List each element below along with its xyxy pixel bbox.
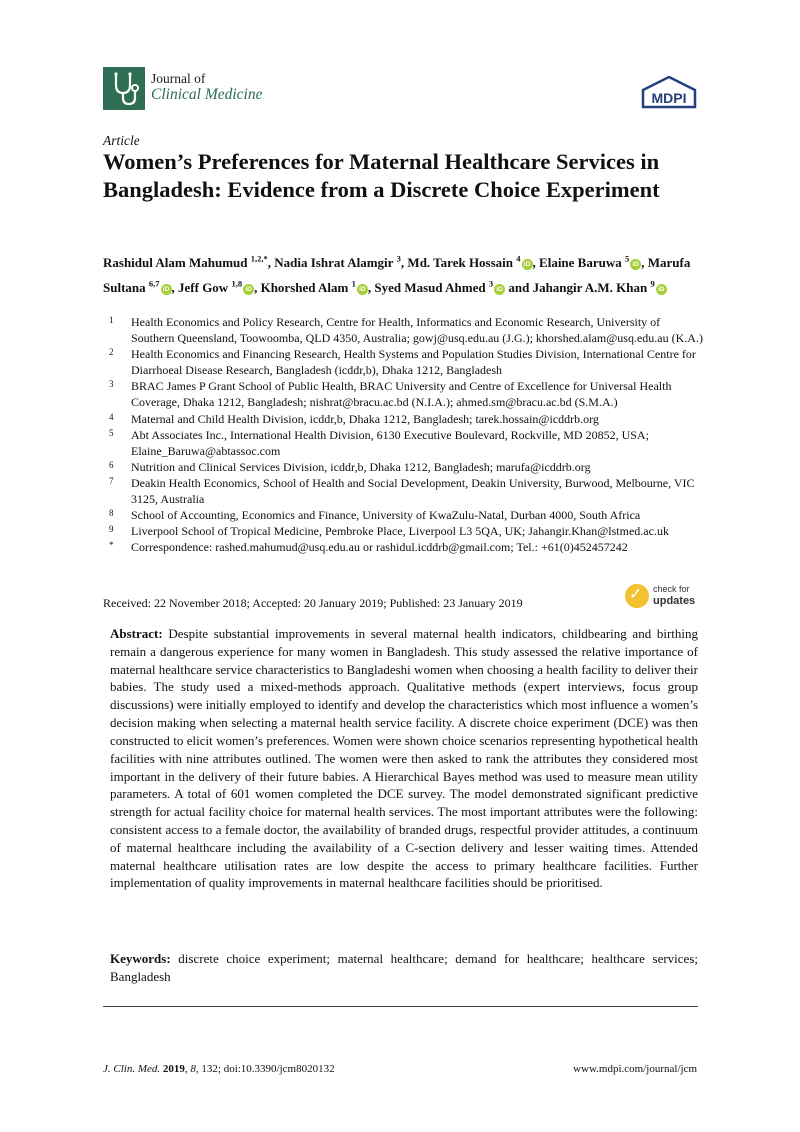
author-affiliation-marker: 3 [396,254,401,264]
author [539,255,648,270]
author-affiliation-marker: 5 [625,254,630,264]
citation-year: 2019 [162,1063,185,1075]
orcid-icon[interactable]: iD [630,259,641,270]
affiliation-text: Liverpool School of Tropical Medicine, Pembroke Place, Liverpool L3 5QA, UK; Jahangir.Khan@lstmed.ac.uk [131,524,669,539]
affiliation-number: 9 [109,524,114,535]
author [374,280,532,295]
affiliation-item [103,378,703,410]
author-separator: and [505,280,533,296]
author-affiliation-marker: 1,2,* [250,254,268,264]
author-name[interactable]: Marufa Sultana [103,255,691,296]
check-for-updates-badge[interactable] [625,583,700,611]
affiliation-text: Abt Associates Inc., International Health Division, 6130 Executive Boulevard, Rockville, MD 20852, USA; Elaine_Baruwa@abtassoc.com [131,427,649,458]
author-separator: , [641,255,648,271]
check-updates-line1: check for [653,584,690,594]
affiliation-number: 2 [109,347,114,358]
affiliation-number: 6 [109,459,114,470]
affiliation-number: 5 [109,427,114,438]
author-affiliation-marker: 4 [516,254,521,264]
affiliation-item [103,411,703,427]
abstract [110,625,698,892]
affiliation-number: 3 [109,379,114,390]
affiliation-item [103,314,703,346]
publication-dates: Received: 22 November 2018; Accepted: 20 January 2019; Published: 23 January 2019 [103,596,523,610]
affiliation-text: Correspondence: rashed.mahumud@usq.edu.au or rashidul.icddrb@gmail.com; Tel.: +61(0)452457242 [131,540,628,555]
author-name[interactable]: Jahangir A.M. Khan [532,280,648,296]
article-type: Article [103,133,140,148]
author-name[interactable]: Md. Tarek Hossain [407,255,514,271]
orcid-icon[interactable]: iD [357,284,368,295]
author-name[interactable]: Nadia Ishrat Alamgir [274,255,394,271]
author-affiliation-marker: 1 [351,278,356,289]
affiliation-text: Deakin Health Economics, School of Health and Social Development, Deakin University, Burwood, Melbourne, VIC 3125, Australia [131,475,695,507]
author-name[interactable]: Syed Masud Ahmed [374,280,486,296]
orcid-icon[interactable]: iD [161,284,172,295]
abstract-text: Despite substantial improvements in several maternal health indicators, childbearing and birthing remain a dangerous experience for many women in Bangladesh. This study assessed the relative importance of maternal healthcare service characteristics to Bangladeshi women when choosing a health facility to deliver their babies. The study used a mixed-methods approach. Qualitative methods (expert interviews, focus group discussions) were initially employed to identify and develop the characteristics which most influence a women’s decision making when selecting a maternal health service facility. A discrete choice experiment (DCE) was then constructed to elicit women’s preferences. Women were shown choice scenarios representing hypothetical health facilities with nine attributes outlined. The women were then asked to rank the attributes they considered most important in the delivery of their future babies. A Hierarchical Bayes method was used to measure mean utility parameters. A total of 601 women completed the DCE survey. The model demonstrated significant predictive strength for actual facility choice for maternal health services. The most important attributes were the following: consistent access to a female doctor, the availability of branded drugs, respectful provider attitudes, a continuum of maternal healthcare including the availability of a C-section delivery and lesser waiting times. Attended maternal healthcare utilisation rates are low despite the access to primary healthcare facilities. Further implementation of quality improvements in maternal healthcare facilities should be prioritised. [110,626,698,891]
affiliation-item [103,427,703,459]
affiliation-text: Health Economics and Policy Research, Centre for Health, Informatics and Economic Research, University of Southern Queensland, Toowoomba, QLD 4350, Australia; gowj@usq.edu.au (J.G.); khorshed.alam@usq.edu.au (K.A.) [131,315,703,346]
affiliation-number: * [109,540,114,551]
author [274,255,407,270]
author-name[interactable]: Jeff Gow [178,280,229,296]
affiliation-text: Health Economics and Financing Research, Health Systems and Population Studies Division, International Centre for Diarrhoeal Disease Research, Bangladesh (icddr,b), Dhaka 1212, Bangladesh [131,347,696,378]
stethoscope-icon [103,67,145,110]
affiliation-text: Nutrition and Clinical Services Division, icddr,b, Dhaka 1212, Bangladesh; marufa@icddrb.org [131,459,591,474]
citation-rest: , 132; doi:10.3390/jcm8020132 [195,1063,335,1075]
affiliation-number: 8 [109,508,114,519]
journal-url[interactable]: www.mdpi.com/journal/jcm [573,1063,697,1075]
checkmark-icon: ✓ [629,584,643,603]
article-title: Women’s Preferences for Maternal Healthcare Services in Bangladesh: Evidence from a Discrete Choice Experiment [103,149,660,202]
citation: J. Clin. Med. 2019, 8, 132; doi:10.3390/jcm8020132 [103,1063,335,1075]
orcid-icon[interactable]: iD [243,284,254,295]
author-list [103,249,703,299]
publisher-name: MDPI [651,90,687,106]
keywords-label: Keywords: [110,951,171,966]
author-separator: , [532,255,540,271]
author-separator: , [400,255,408,271]
affiliation-item [103,346,703,378]
footer-divider [103,1006,698,1007]
author [261,280,375,295]
author-separator: , [267,255,275,271]
author [533,280,667,295]
author-affiliation-marker: 9 [650,278,655,289]
orcid-icon[interactable]: iD [656,284,667,295]
author-affiliation-marker: 1,8 [231,278,243,289]
affiliation-text: BRAC James P Grant School of Public Health, BRAC University and Centre of Excellence for Universal Health Coverage, Dhaka 1212, Bangladesh; nishrat@bracu.ac.bd (N.I.A.); ahmed.sm@bracu.ac.bd (S.M.A.) [131,379,672,410]
author [407,255,539,270]
orcid-icon[interactable]: iD [494,284,505,295]
author-name[interactable]: Elaine Baruwa [539,255,622,271]
affiliation-item [103,459,703,475]
affiliation-number: 1 [109,315,114,325]
orcid-icon[interactable]: iD [522,259,533,270]
author-separator: , [171,280,179,296]
affiliation-item [103,539,703,555]
author-name[interactable]: Rashidul Alam Mahumud [103,255,248,271]
affiliation-number: 7 [109,475,114,486]
affiliation-list [103,314,703,555]
affiliation-number: 4 [109,411,114,422]
citation-volume: 8 [190,1063,196,1075]
affiliation-text: Maternal and Child Health Division, icddr,b, Dhaka 1212, Bangladesh; tarek.hossain@icddrb.org [131,411,599,426]
keywords-text: discrete choice experiment; maternal healthcare; demand for healthcare; healthcare services; Bangladesh [110,951,698,984]
journal-abbreviation: J. Clin. Med. [103,1063,161,1075]
journal-name-line2: Clinical Medicine [151,86,263,103]
check-updates-line2: updates [653,595,696,607]
mdpi-logo [640,76,698,110]
journal-name [151,71,262,103]
author-separator: , [367,280,375,296]
author-affiliation-marker: 3 [488,278,494,289]
abstract-label: Abstract: [110,626,163,641]
affiliation-item [103,523,703,539]
author [178,280,261,295]
affiliation-item [103,475,703,507]
author [103,255,274,270]
keywords [110,950,698,986]
author-affiliation-marker: 6,7 [148,278,160,289]
author-separator: , [254,280,261,296]
journal-name-line1: Journal of [151,71,206,86]
author-name[interactable]: Khorshed Alam [260,280,349,296]
journal-logo [103,67,145,110]
affiliation-item [103,507,703,523]
affiliation-text: School of Accounting, Economics and Finance, University of KwaZulu-Natal, Durban 4000, South Africa [131,508,641,523]
